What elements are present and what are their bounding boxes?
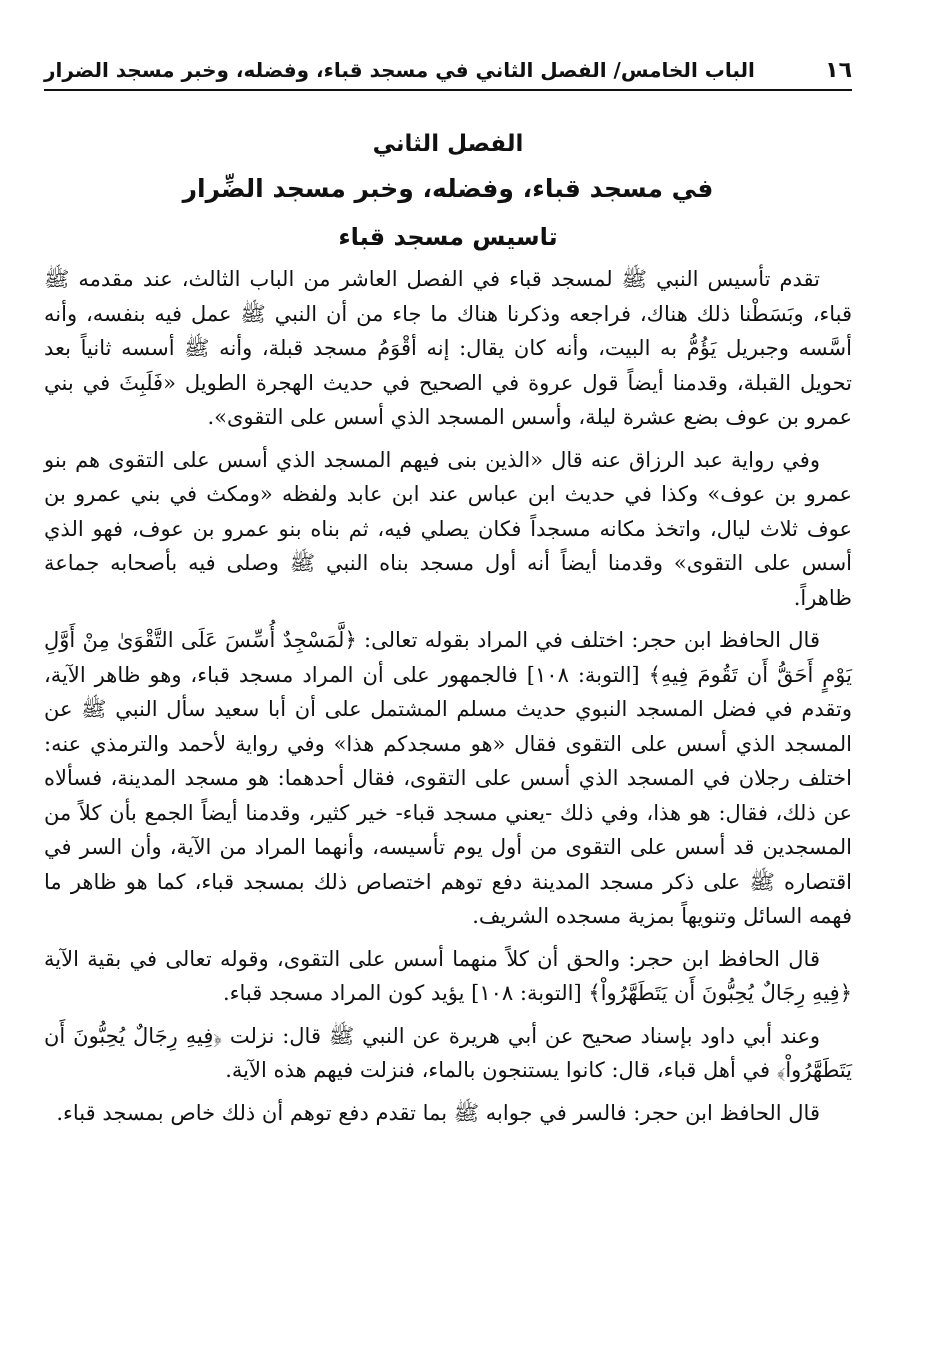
section-title: تاسيس مسجد قباء	[338, 223, 558, 251]
paragraph: وعند أبي داود بإسناد صحيح عن أبي هريرة عن النبي ﷺ قال: نزلت ﴿فِيهِ رِجَالٌ يُحِبُّونَ أَن يَتَطَهَّرُواْ﴾ في أهل قباء، قال: كانوا يستنجون بالماء، فنزلت فيهم هذه الآية.	[44, 1023, 852, 1082]
page-number: ١٦	[825, 57, 852, 83]
header-divider	[44, 89, 852, 91]
chapter-subtitle: في مسجد قباء، وفضله، وخبر مسجد الضِّرار	[182, 174, 714, 203]
paragraph: قال الحافظ ابن حجر: والحق أن كلاً منهما أسس على التقوى، وقوله تعالى في بقية الآية ﴿فِيهِ رِجَالٌ يُحِبُّونَ أَن يَتَطَهَّرُواْ﴾ [التوبة: ١٠٨] يؤيد كون المراد مسجد قباء.	[44, 946, 852, 1005]
running-header	[44, 50, 852, 90]
title-block	[44, 124, 852, 260]
paragraph: تقدم تأسيس النبي ﷺ لمسجد قباء في الفصل العاشر من الباب الثالث، عند مقدمه ﷺ قباء، وبَسَطْنا ذلك هناك، فراجعه وذكرنا هناك ما جاء من أن النبي ﷺ عمل فيه بنفسه، وأنه أسَّسه وجبريل يَؤُمُّ به البيت، وأنه كان يقال: إنه أقْوَمُ مسجد قبلة، وأنه ﷺ أسسه ثانياً بعد تحويل القبلة، وقدمنا أيضاً قول عروة في الصحيح في حديث الهجرة الطويل «فَلَبِثَ في بني عمرو بن عوف بضع عشرة ليلة، وأسس المسجد الذي أسس على التقوى».	[44, 267, 852, 429]
paragraph: قال الحافظ ابن حجر: فالسر في جوابه ﷺ بما تقدم دفع توهم أن ذلك خاص بمسجد قباء.	[56, 1100, 820, 1125]
paragraph: قال الحافظ ابن حجر: اختلف في المراد بقوله تعالى: ﴿لَّمَسْجِدٌ أُسِّسَ عَلَى التَّقْوَىٰ مِنْ أَوَّلِ يَوْمٍ أَحَقُّ أَن تَقُومَ فِيهِ﴾ [التوبة: ١٠٨] فالجمهور على أن المراد مسجد قباء، وهو ظاهر الآية، وتقدم في فضل المسجد النبوي حديث مسلم المشتمل على أن أبا سعيد سأل النبي ﷺ عن المسجد الذي أسس على التقوى فقال «هو مسجدكم هذا» وفي رواية لأحمد والترمذي عنه: اختلف رجلان في المسجد الذي أسس على التقوى، فقال أحدهما: هو مسجد المدينة، فسألاه عن ذلك، فقال: هو هذا، وفي ذلك -يعني مسجد قباء- خير كثير، وقدمنا أيضاً الجمع بأن كلاً من المسجدين قد أسس على التقوى من أول يوم تأسيسه، وأنهما المراد من الآية، وأن السر في اقتصاره ﷺ على ذكر مسجد المدينة دفع توهم اختصاص ذلك بمسجد قباء، كما هو ظاهر ما فهمه السائل وتنويهاً بمزية مسجده الشريف.	[44, 628, 852, 928]
running-title: الباب الخامس/ الفصل الثاني في مسجد قباء، وفضله، وخبر مسجد الضرار	[44, 58, 755, 82]
chapter-title: الفصل الثاني	[372, 131, 524, 157]
paragraph: وفي رواية عبد الرزاق عنه قال «الذين بنى فيهم المسجد الذي أسس على التقوى هم بنو عمرو بن عوف» وكذا في حديث ابن عباس عند ابن عابد ولفظه «ومكث في بني عمرو بن عوف ثلاث ليال، واتخذ مكانه مسجداً فكان يصلي فيه، ثم بناه بنو عمرو بن عوف، فهو الذي أسس على التقوى» وقدمنا أيضاً أنه أول مسجد بناه النبي ﷺ وصلى فيه بأصحابه جماعة ظاهراً.	[44, 447, 852, 610]
body-text	[44, 262, 852, 1138]
